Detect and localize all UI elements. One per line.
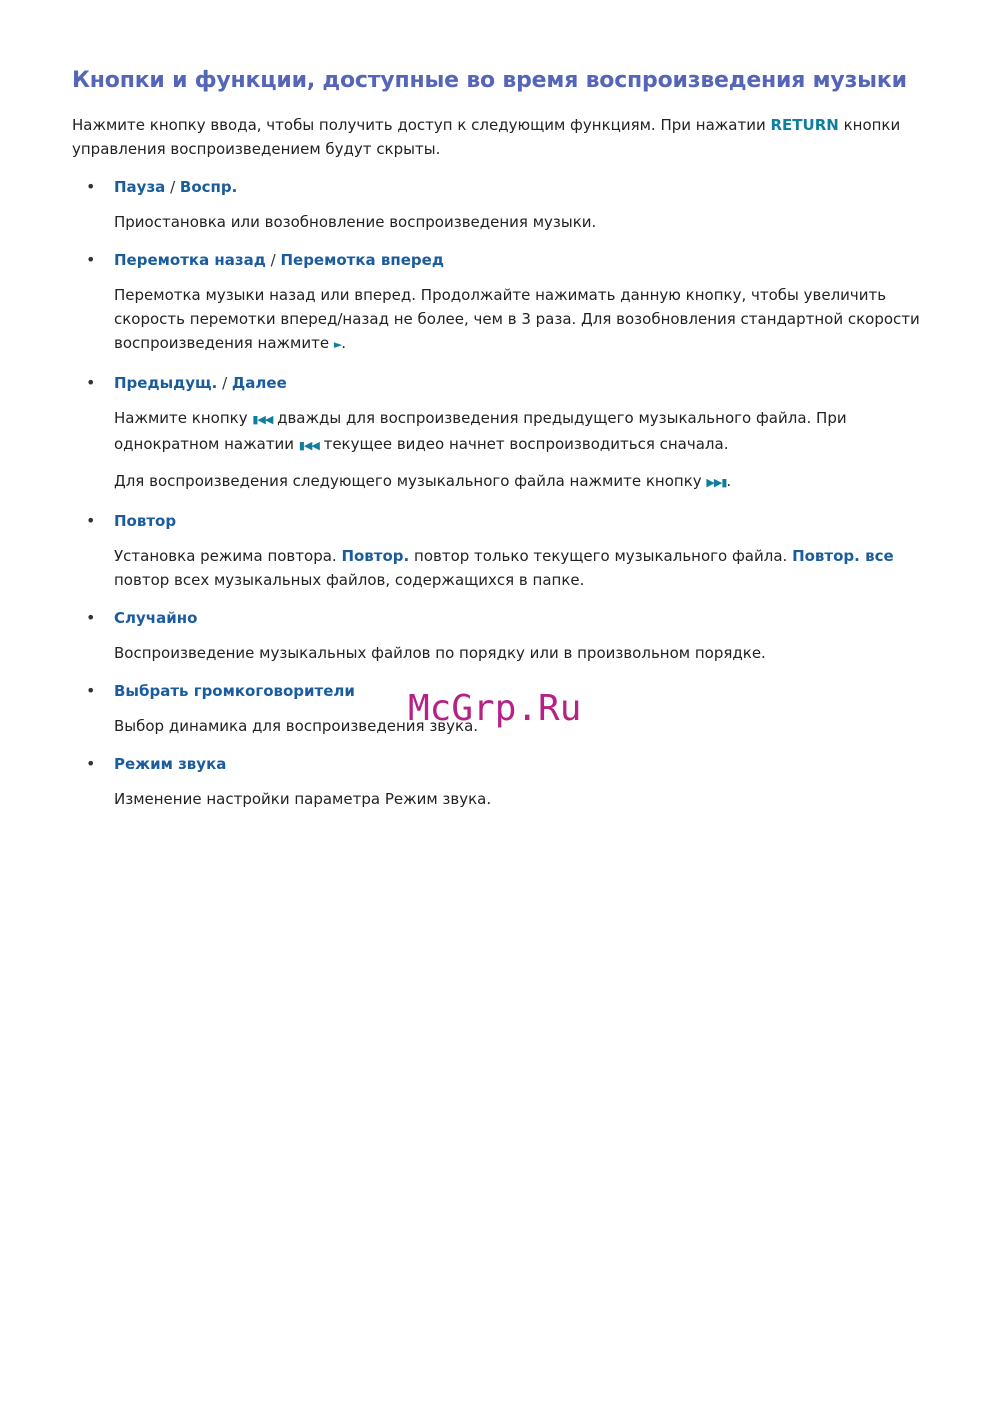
rewind-label: Перемотка назад	[114, 251, 266, 269]
intro-text	[72, 113, 932, 161]
item-description: Выбор динамика для воспроизведения звука.	[114, 717, 479, 735]
bullet: •	[86, 608, 96, 627]
page-title: Кнопки и функции, доступные во время воспроизведения музыки	[72, 68, 907, 93]
item-heading	[72, 175, 932, 199]
desc-part: .	[341, 334, 347, 352]
intro-part2: кнопки управления воспроизведением будут скрыты.	[72, 116, 901, 158]
item-description	[72, 406, 932, 458]
intro-part1: Нажмите кнопку ввода, чтобы получить доступ к следующим функциям. При нажатии	[72, 116, 771, 134]
bullet: •	[86, 754, 96, 773]
repeat-label: Повтор	[114, 512, 177, 530]
item-description: Изменение настройки параметра Режим звука.	[114, 790, 492, 808]
list-item	[72, 509, 932, 592]
previous-label: Предыдущ.	[114, 374, 218, 392]
item-description: Воспроизведение музыкальных файлов по порядку или в произвольном порядке.	[114, 644, 766, 662]
return-label: RETURN	[770, 116, 839, 134]
list-item	[72, 606, 932, 665]
sound-mode-label: Режим звука	[114, 755, 227, 773]
separator: /	[165, 178, 180, 196]
play-icon: ►	[333, 338, 342, 351]
desc-part: Перемотка музыки назад или вперед. Продолжайте нажимать данную кнопку, чтобы увеличить скорость перемотки вперед/назад не более, чем в 3 раза. Для возобновления стандартной скорости воспроизведения нажмите	[114, 286, 920, 352]
shuffle-label: Случайно	[114, 609, 198, 627]
list-item	[72, 175, 932, 234]
desc-part: Установка режима повтора.	[114, 547, 342, 565]
bullet: •	[86, 177, 96, 196]
separator: /	[265, 251, 281, 269]
desc-part: дважды для воспроизведения предыдущего музыкального файла. При однократном нажатии	[114, 409, 847, 453]
desc-part: Для воспроизведения следующего музыкального файла нажмите кнопку	[114, 472, 707, 490]
item-heading	[72, 371, 932, 395]
next-label: Далее	[231, 374, 287, 392]
rewind-icon: ▮◀◀	[252, 413, 273, 426]
play-label: Воспр.	[179, 178, 238, 196]
item-heading	[72, 606, 932, 630]
desc-part: повтор всех музыкальных файлов, содержащихся в папке.	[114, 571, 585, 589]
list-item	[72, 752, 932, 811]
select-speakers-label: Выбрать громкоговорители	[114, 682, 355, 700]
bullet: •	[86, 511, 96, 530]
desc-part: повтор только текущего музыкального файла.	[409, 547, 793, 565]
desc-part: .	[726, 472, 732, 490]
list-item	[72, 371, 932, 495]
bullet: •	[86, 373, 96, 392]
item-description	[72, 544, 932, 592]
item-description	[72, 283, 932, 357]
bullet: •	[86, 250, 96, 269]
forward-label: Перемотка вперед	[280, 251, 444, 269]
repeat-one-label: Повтор.	[341, 547, 410, 565]
repeat-all-label: Повтор. все	[792, 547, 894, 565]
rewind-icon: ▮◀◀	[298, 439, 319, 452]
item-heading	[72, 752, 932, 776]
list-item	[72, 248, 932, 357]
desc-part: текущее видео начнет воспроизводиться сначала.	[318, 435, 729, 453]
item-description	[72, 469, 932, 495]
item-heading	[72, 509, 932, 533]
watermark: McGrp.Ru	[408, 688, 582, 729]
separator: /	[217, 374, 232, 392]
item-heading	[72, 248, 932, 272]
pause-label: Пауза	[114, 178, 166, 196]
item-description: Приостановка или возобновление воспроизведения музыки.	[114, 213, 597, 231]
forward-icon: ▶▶▮	[706, 476, 727, 489]
desc-part: Нажмите кнопку	[114, 409, 253, 427]
bullet: •	[86, 681, 96, 700]
